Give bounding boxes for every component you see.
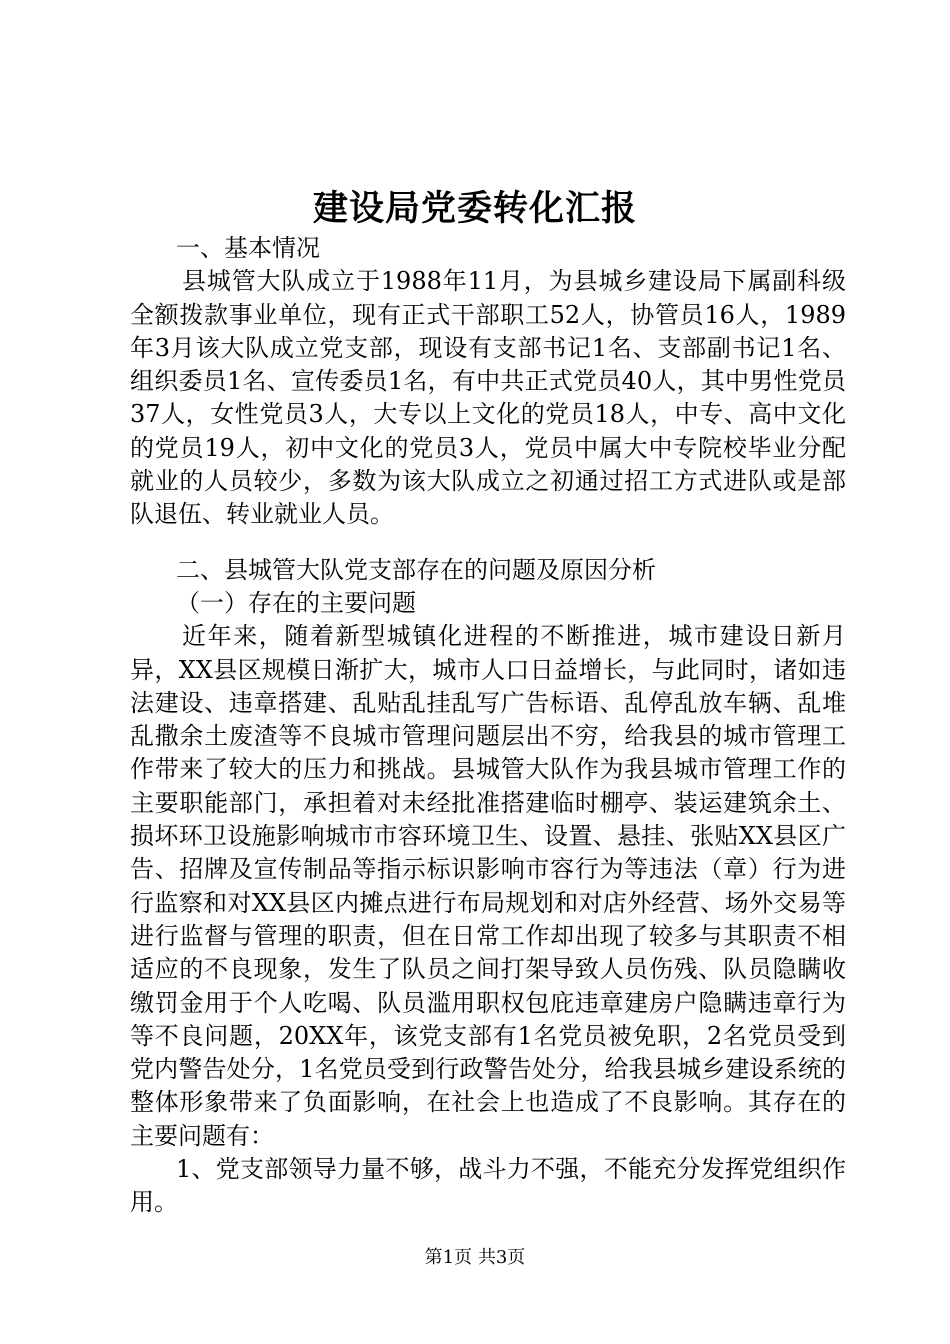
section2-heading: 二、县城管大队党支部存在的问题及原因分析	[176, 555, 656, 584]
section1-heading: 一、基本情况	[176, 234, 320, 262]
page-footer: 第1页 共3页	[424, 1247, 526, 1268]
document-body	[130, 232, 846, 1220]
subsection1-paragraph: 近年来，随着新型城镇化进程的不断推进，城市建设日新月异，XX县区规模日渐扩大，城市人口日益增长，与此同时，诸如违法建设、违章搭建、乱贴乱挂乱写广告标语、乱停乱放车辆、乱堆乱撒余土废渣等不良城市管理问题层出不穷，给我县的城市管理工作带来了较大的压力和挑战。县城管大队作为我县城市管理工作的主要职能部门，承担着对未经批准搭建临时棚亭、装运建筑余土、损坏环卫设施影响城市市容环境卫生、设置、悬挂、张贴XX县区广告、招牌及宣传制品等指示标识影响市容行为等违法（章）行为进行监察和对XX县区内摊点进行布局规划和对店外经营、场外交易等进行监督与管理的职责，但在日常工作却出现了较多与其职责不相适应的不良现象，发生了队员之间打架导致人员伤残、队员隐瞒收缴罚金用于个人吃喝、队员滥用职权包庇违章建房户隐瞒违章行为等不良问题，20XX年，该党支部有1名党员被免职，2名党员受到党内警告处分，1名党员受到行政警告处分，给我县城乡建设系统的整体形象带来了负面影响，在社会上也造成了不良影响。其存在的主要问题有：	[130, 622, 846, 1150]
subsection1-heading: （一）存在的主要问题	[176, 588, 416, 617]
section1-paragraph: 县城管大队成立于1988年11月，为县城乡建设局下属副科级全额拨款事业单位，现有正式干部职工52人，协管员16人，1989年3月该大队成立党支部，现设有支部书记1名、支部副书记1名、组织委员1名、宣传委员1名，有中共正式党员40人，其中男性党员37人，女性党员3人，大专以上文化的党员18人，中专、高中文化的党员19人，初中文化的党员3人，党员中属大中专院校毕业分配就业的人员较少，多数为该大队成立之初通过招工方式进队或是部队退伍、转业就业人员。	[130, 267, 846, 529]
document-title: 建设局党委转化汇报	[312, 188, 637, 229]
problem-item-1: 1、党支部领导力量不够，战斗力不强，不能充分发挥党组织作用。	[130, 1155, 846, 1217]
